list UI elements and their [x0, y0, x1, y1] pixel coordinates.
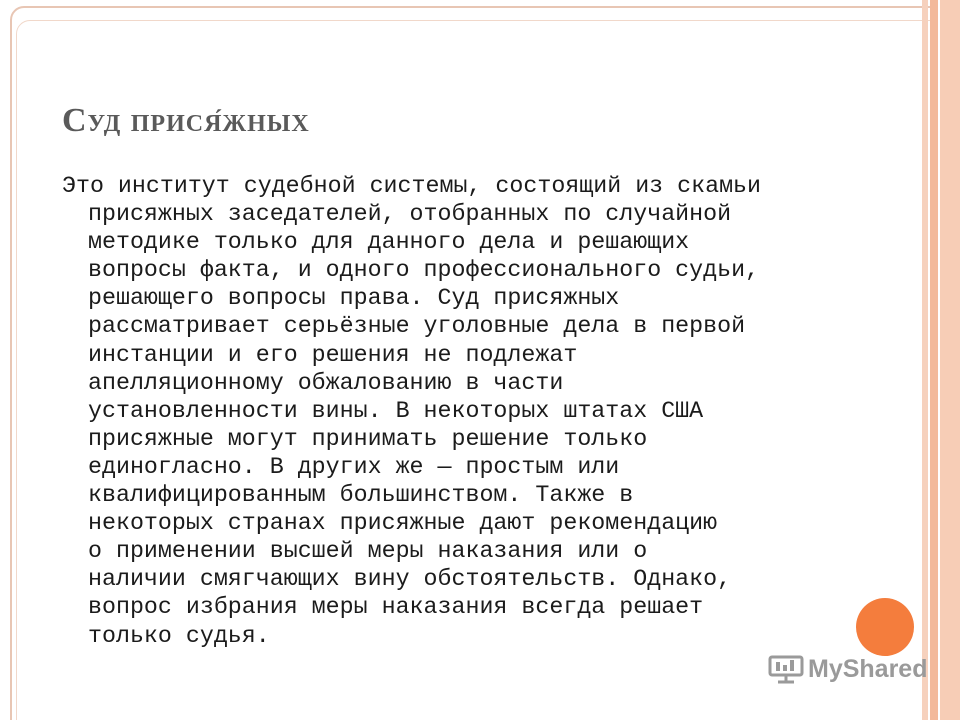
- body-line: методике только для данного дела и решающих: [88, 229, 690, 256]
- slide-title: Суд прися́жных: [62, 102, 310, 139]
- body-line: Это институт судебной системы, состоящий из скамьи: [62, 173, 762, 199]
- logo-text: MyShared: [808, 654, 928, 683]
- body-line: единогласно. В других же — простым или: [88, 453, 620, 480]
- body-line: квалифицированным большинством. Также в: [88, 482, 634, 509]
- decorative-stripe: [922, 0, 928, 720]
- body-line: присяжные могут принимать решение только: [88, 425, 648, 452]
- slide-body: [62, 172, 862, 650]
- myshared-logo[interactable]: [768, 654, 927, 684]
- body-line: установленности вины. В некоторых штатах США: [88, 397, 704, 424]
- body-line: присяжных заседателей, отобранных по случайной: [88, 201, 732, 228]
- body-line: некоторых странах присяжные дают рекомендацию: [88, 510, 718, 537]
- body-line: наличии смягчающих вину обстоятельств. Однако,: [88, 566, 732, 593]
- body-line: рассматривает серьёзные уголовные дела в первой: [88, 313, 746, 340]
- body-line: только судья.: [88, 622, 270, 649]
- body-line: апелляционному обжалованию в части: [88, 369, 564, 396]
- body-line: решающего вопросы права. Суд присяжных: [88, 285, 620, 312]
- body-line: вопрос избрания меры наказания всегда решает: [88, 594, 704, 621]
- accent-circle: [856, 598, 914, 656]
- body-line: вопросы факта, и одного профессионального судьи,: [88, 257, 760, 284]
- body-line: о применении высшей меры наказания или о: [88, 538, 648, 565]
- decorative-stripe: [930, 0, 938, 720]
- body-line: инстанции и его решения не подлежат: [88, 341, 578, 368]
- decorative-stripe: [940, 0, 960, 720]
- presentation-board-icon: [768, 654, 804, 684]
